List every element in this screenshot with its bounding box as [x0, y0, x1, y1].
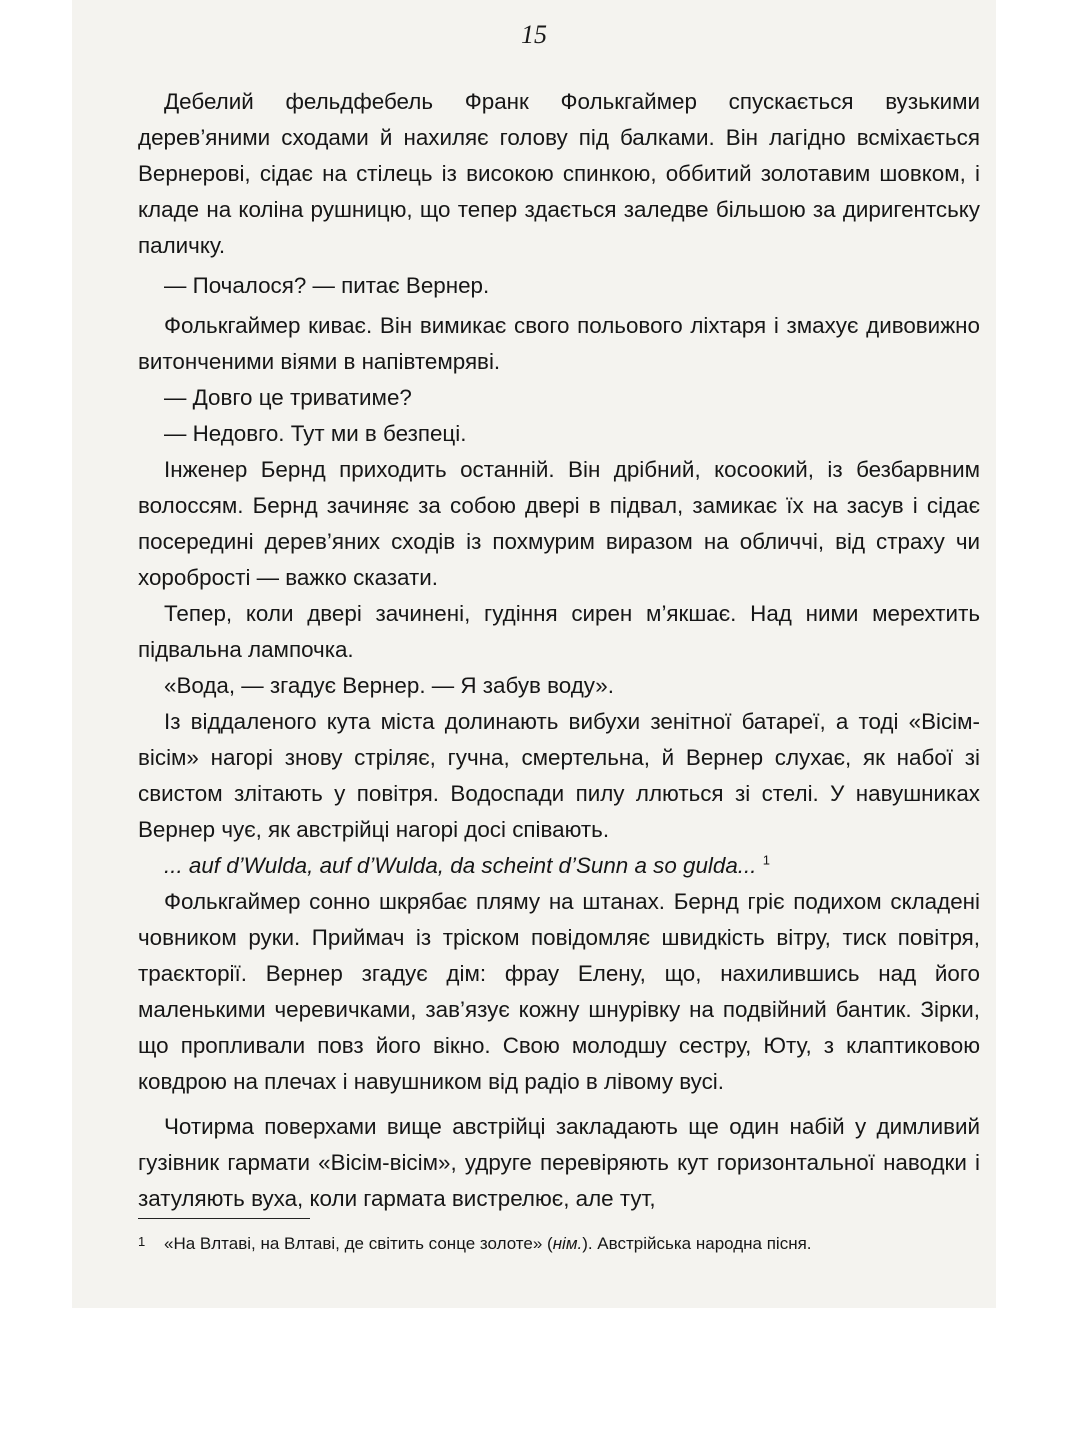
- footnote-divider: [138, 1218, 310, 1219]
- paragraph: — Довго це триватиме?: [164, 385, 412, 410]
- paragraph: — Недовго. Тут ми в безпеці.: [164, 421, 467, 446]
- song-lyric: ... auf d’Wulda, auf d’Wulda, da scheint d’Sunn a so gulda...: [164, 853, 757, 878]
- paragraph: «Вода, — згадує Вернер. — Я забув воду».: [164, 673, 614, 698]
- paragraph: Фолькгаймер сонно шкрябає пляму на штанах. Бернд гріє подихом складені човником руки. Приймач із тріском повідомляє швидкість вітру, тиск повітря, траєкторії. Вернер згадує дім: фрау Елену, що, нахилившись над його маленькими черевичками, зав’язує кожну шнурівку на подвійний бантик. Зірки, що пропливали повз його вікно. Свою молодшу сестру, Юту, з клаптиковою ковдрою на плечах і навушником від радіо в лівому вусі.: [138, 889, 980, 1094]
- paragraph: Тепер, коли двері зачинені, гудіння сирен м’якшає. Над ними мерехтить підвальна лампочка.: [138, 601, 980, 662]
- song-lyric-line: [138, 848, 980, 884]
- footnote-text-end: ). Австрійська народна пісня.: [582, 1234, 812, 1253]
- paragraph: Чотирма поверхами вище австрійці закладають ще один набій у димливий гузівник гармати «Вісім-вісім», удруге перевіряють кут горизонтальної наводки і затуляють вуха, коли гармата вистрелює, але тут,: [138, 1114, 980, 1211]
- book-page: [72, 0, 996, 1308]
- body-text: [138, 84, 980, 1217]
- footnote-reference: 1: [762, 852, 770, 868]
- footnote-language: нім.: [552, 1234, 583, 1253]
- footnote: [138, 1234, 980, 1254]
- page-number: 15: [521, 20, 547, 49]
- paragraph: Із віддаленого кута міста долинають вибухи зенітної батареї, а тоді «Вісім-вісім» нагорі знову стріляє, гучна, смертельна, й Вернер слухає, як набої зі свистом злітають у повітря. Водоспади пилу ллються зі стелі. У навушниках Вернер чує, як австрійці нагорі досі співають.: [138, 709, 980, 842]
- footnote-mark: 1: [138, 1234, 146, 1249]
- paragraph: — Почалося? — питає Вернер.: [164, 273, 490, 298]
- paragraph: Фолькгаймер киває. Він вимикає свого польового ліхтаря і змахує дивовижно витонченими віями в напівтемряві.: [138, 313, 980, 374]
- paragraph: Дебелий фельдфебель Франк Фолькгаймер спускається вузькими дерев’яними сходами й нахиляє голову під балками. Він лагідно всміхається Вернерові, сідає на стілець із високою спинкою, оббитий золотавим шовком, і кладе на коліна рушницю, що тепер здається заледве більшою за диригентську паличку.: [138, 89, 980, 258]
- footnote-text: «На Влтаві, на Влтаві, де світить сонце золоте» (: [164, 1234, 553, 1253]
- paragraph: Інженер Бернд приходить останній. Він дрібний, косоокий, із безбарвним волоссям. Бернд зачиняє за собою двері в підвал, замикає їх на засув і сідає посередині дерев’яних сходів із похмурим виразом на обличчі, від страху чи хоробрості — важко сказати.: [138, 457, 980, 590]
